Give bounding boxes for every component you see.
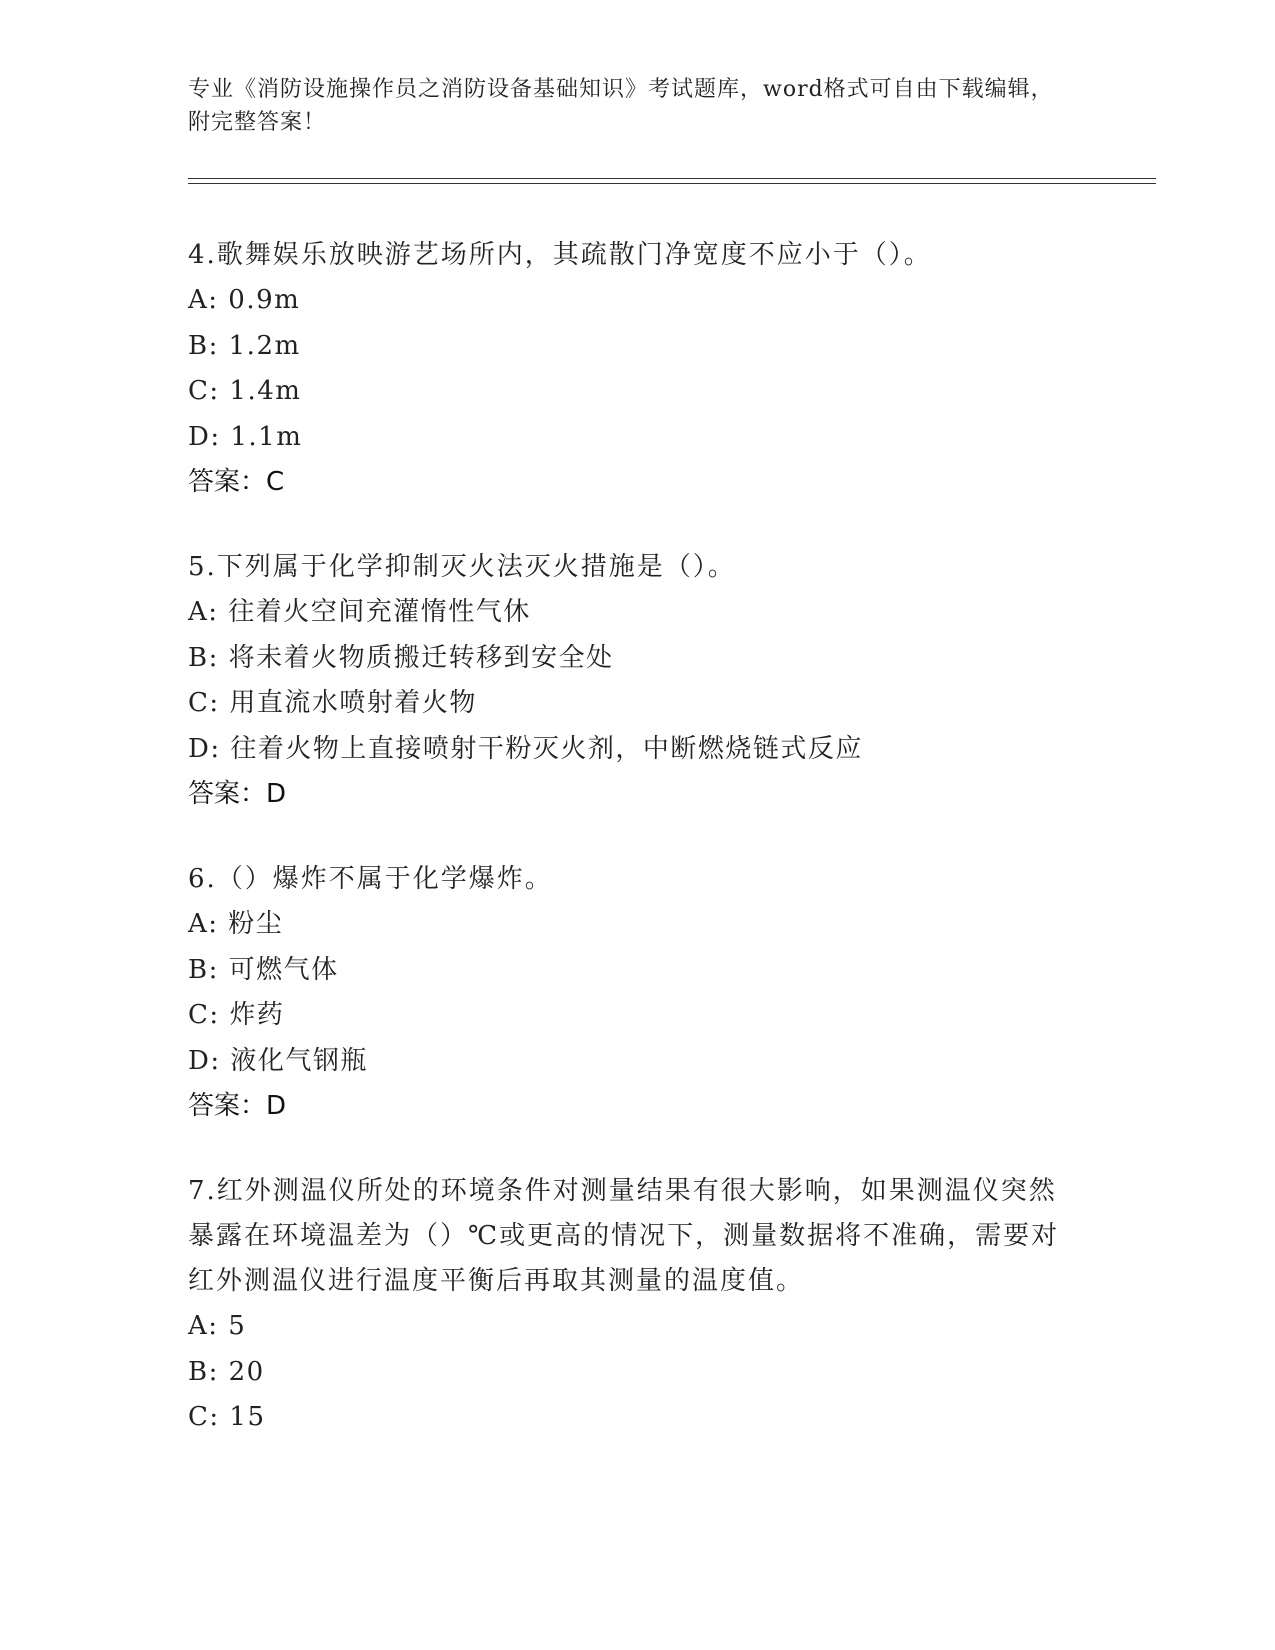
option-a: A: 粉尘 [188,909,284,939]
question-stem: 7.红外测温仪所处的环境条件对测量结果有很大影响，如果测温仪突然暴露在环境温差为（）℃或更高的情况下，测量数据将不准确，需要对红外测温仪进行温度平衡后再取其测量的温度值。 [188,1176,1060,1296]
question-stem: 4.歌舞娱乐放映游艺场所内，其疏散门净宽度不应小于（）。 [188,240,932,270]
question-stem: 6.（）爆炸不属于化学爆炸。 [188,864,553,894]
question-4 [188,233,1068,505]
header-divider-bottom [188,183,1156,184]
answer-text: 答案：D [188,779,287,809]
option-c: C: 用直流水喷射着火物 [188,688,477,718]
option-b: B: 1.2m [188,330,301,361]
option-d: D: 1.1m [188,421,303,452]
option-d: D: 液化气钢瓶 [188,1045,368,1076]
header-divider-top [188,178,1156,179]
option-a: A: 0.9m [188,285,301,315]
answer-text: 答案：C [188,467,285,497]
question-5 [188,545,1068,817]
question-list [188,233,1068,1481]
option-c: C: 1.4m [188,376,302,406]
question-7 [188,1169,1068,1441]
option-c: C: 15 [188,1402,266,1432]
answer-text: 答案：D [188,1091,287,1121]
question-6 [188,857,1068,1129]
document-header: 专业《消防设施操作员之消防设备基础知识》考试题库，word格式可自由下载编辑，附完整答案！ [188,77,1054,135]
option-c: C: 炸药 [188,1000,285,1030]
option-a: A: 往着火空间充灌惰性气休 [188,597,531,627]
option-d: D: 往着火物上直接喷射干粉灭火剂，中断燃烧链式反应 [188,733,863,764]
option-a: A: 5 [188,1311,247,1341]
option-b: B: 可燃气体 [188,954,339,985]
question-stem: 5.下列属于化学抑制灭火法灭火措施是（）。 [188,552,736,582]
option-b: B: 20 [188,1356,265,1387]
option-b: B: 将未着火物质搬迁转移到安全处 [188,642,614,673]
